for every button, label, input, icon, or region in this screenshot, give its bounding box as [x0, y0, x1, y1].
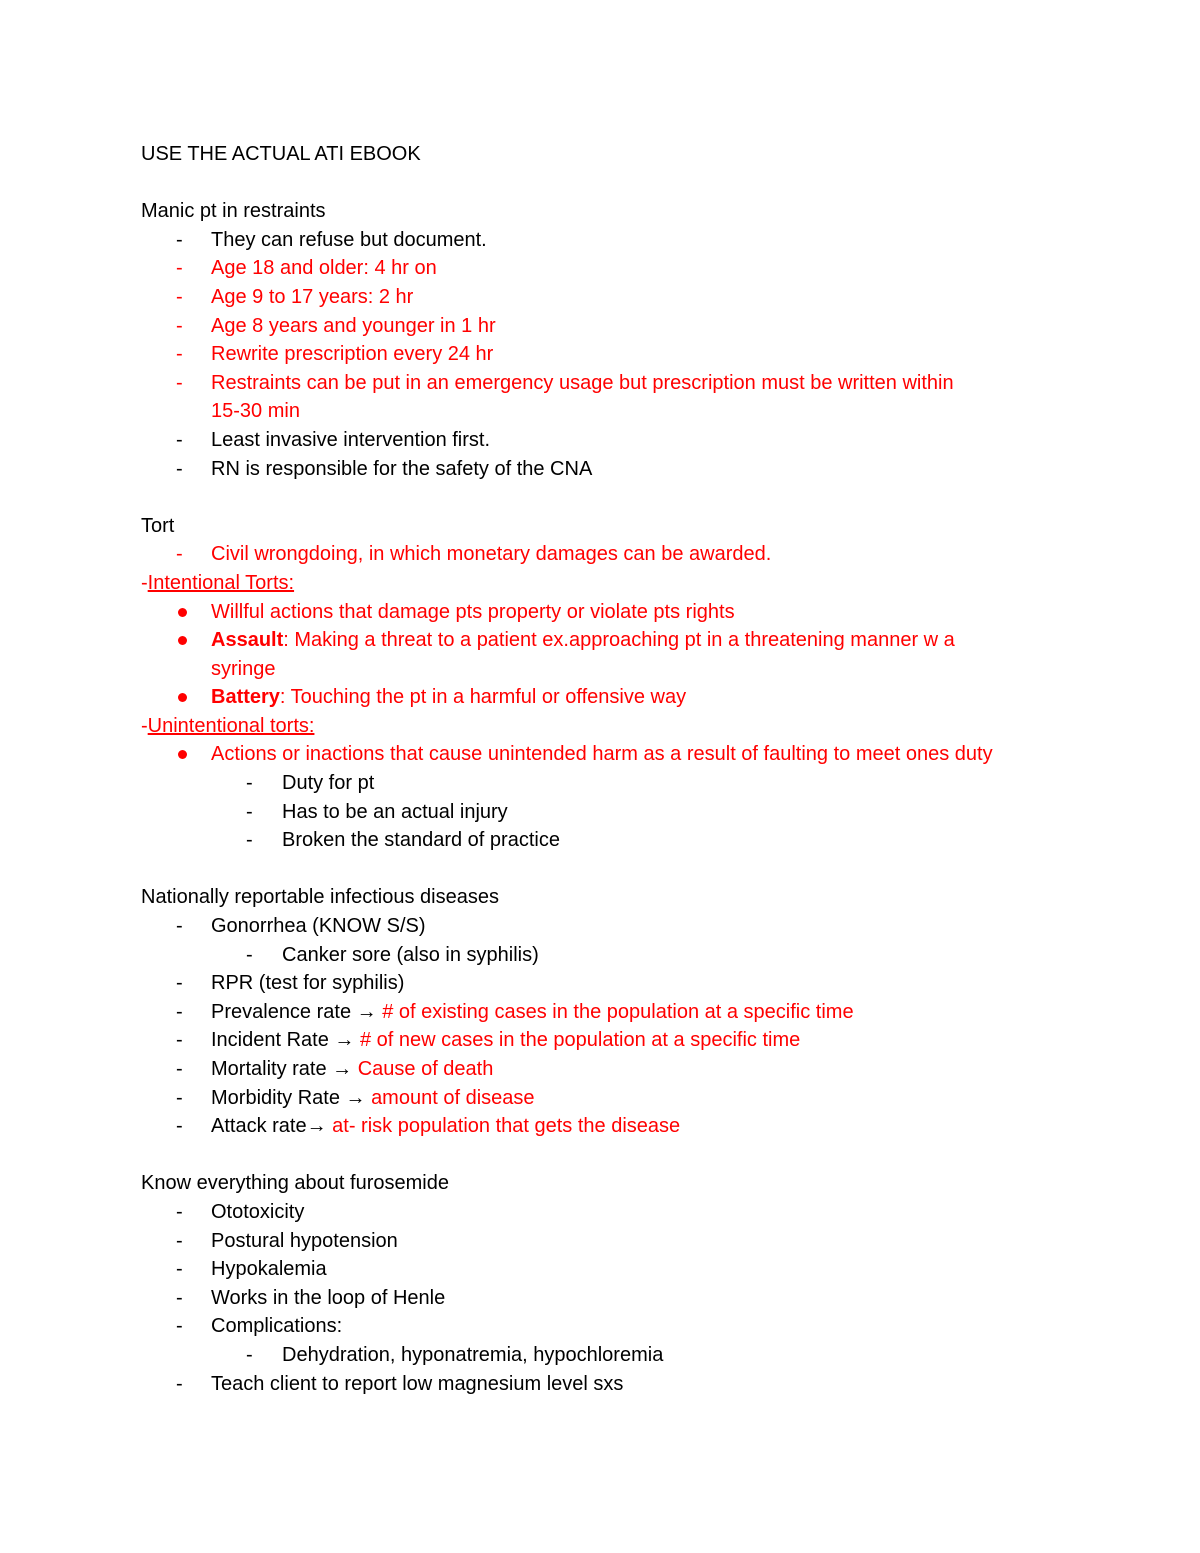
- dash-marker: -: [246, 943, 253, 966]
- subheading-unintentional-torts: [141, 712, 1101, 741]
- list-item-continuation: [141, 397, 1101, 426]
- list-item-text: Teach client to report low magnesium level sxs: [211, 1372, 624, 1395]
- list-item: [141, 1312, 1101, 1341]
- section-heading-tort: [141, 512, 1101, 541]
- dash-marker: -: [176, 1258, 183, 1281]
- dash-marker: -: [176, 257, 183, 280]
- subheading-text: [141, 712, 314, 741]
- dash-marker: -: [176, 1086, 183, 1109]
- list-item-text: Age 8 years and younger in 1 hr: [211, 314, 496, 337]
- rate-label: Attack rate→: [211, 1115, 333, 1138]
- nested-list-item: [141, 769, 1101, 798]
- rate-definition: Cause of death: [357, 1058, 494, 1080]
- document-title: USE THE ACTUAL ATI EBOOK: [141, 143, 421, 165]
- rate-item-text: [211, 1084, 535, 1113]
- list-item-text: Least invasive intervention first.: [211, 428, 491, 451]
- nested-list-item: [141, 798, 1101, 827]
- list-item-text: 15-30 min: [211, 400, 300, 423]
- dash-marker: -: [176, 1315, 183, 1338]
- dash-marker: -: [176, 457, 183, 480]
- subheading-prefix: -: [141, 571, 148, 594]
- nested-list-item-text: Broken the standard of practice: [282, 829, 560, 852]
- bullet-item: [141, 598, 1101, 627]
- nested-list-item: [141, 826, 1101, 855]
- dash-marker: -: [176, 972, 183, 995]
- list-item: [141, 426, 1101, 455]
- nested-list-item-text: Duty for pt: [282, 772, 375, 795]
- list-item: [141, 312, 1101, 341]
- dash-marker: -: [176, 1372, 183, 1395]
- spacer: [141, 483, 1101, 512]
- bullet-item-text: syringe: [211, 657, 276, 680]
- list-item: [141, 283, 1101, 312]
- bullet-item: [141, 740, 1101, 769]
- bullet-item-continuation: [141, 655, 1101, 684]
- dash-marker: -: [176, 1200, 183, 1223]
- list-item-text: Gonorrhea (KNOW S/S): [211, 915, 426, 938]
- rate-item: [141, 1055, 1101, 1084]
- section-heading-text: Nationally reportable infectious diseases: [141, 886, 499, 909]
- dash-marker: -: [176, 1229, 183, 1252]
- spacer: [141, 169, 1101, 198]
- list-item-text: RN is responsible for the safety of the CNA: [211, 457, 593, 480]
- dash-marker: -: [176, 1286, 183, 1309]
- bullet-item-text: [211, 626, 955, 655]
- dash-marker: -: [176, 915, 183, 938]
- nested-list-item: [141, 941, 1101, 970]
- bullet-item: [141, 683, 1101, 712]
- list-item-text: Works in the loop of Henle: [211, 1286, 446, 1309]
- list-item: [141, 254, 1101, 283]
- list-item: [141, 1227, 1101, 1256]
- rate-label: Incident Rate →: [211, 1029, 360, 1052]
- bullet-dot-icon: [178, 750, 187, 759]
- dash-marker: -: [176, 1058, 183, 1080]
- subheading-label: Intentional Torts:: [147, 571, 295, 594]
- dash-marker: -: [176, 314, 183, 337]
- list-item-text: RPR (test for syphilis): [211, 972, 405, 995]
- list-item-text: Ototoxicity: [211, 1200, 305, 1223]
- term-battery: Battery: [211, 686, 280, 709]
- list-item: [141, 369, 1101, 398]
- bullet-dot-icon: [178, 636, 187, 645]
- dash-marker: -: [176, 1115, 183, 1138]
- list-item: [141, 969, 1101, 998]
- list-item-text: Age 9 to 17 years: 2 hr: [211, 285, 414, 308]
- dash-marker: -: [246, 800, 253, 823]
- rate-label: Mortality rate →: [211, 1058, 358, 1080]
- bullet-item-text: [211, 683, 686, 712]
- section-heading-manic: [141, 197, 1101, 226]
- dash-marker: -: [176, 543, 183, 566]
- dash-marker: -: [176, 228, 183, 251]
- spacer: [141, 1141, 1101, 1170]
- rate-item: [141, 1112, 1101, 1141]
- subheading-label: Unintentional torts:: [147, 714, 315, 737]
- list-item: [141, 340, 1101, 369]
- list-item-text: Civil wrongdoing, in which monetary damages can be awarded.: [211, 543, 772, 566]
- bullet-item-text: Actions or inactions that cause unintended harm as a result of faulting to meet ones duty: [211, 743, 993, 766]
- section-heading-diseases: [141, 883, 1101, 912]
- rate-item-text: [211, 1112, 680, 1141]
- dash-marker: -: [176, 428, 183, 451]
- rate-definition: at- risk population that gets the disease: [332, 1115, 681, 1138]
- list-item: [141, 540, 1101, 569]
- list-item-text: Postural hypotension: [211, 1229, 398, 1252]
- document-body: [141, 140, 1101, 1398]
- bullet-item-text: Willful actions that damage pts property or violate pts rights: [211, 600, 735, 623]
- subheading-text: [141, 569, 294, 598]
- section-heading-text: Know everything about furosemide: [141, 1172, 449, 1195]
- rate-definition: amount of disease: [371, 1086, 535, 1109]
- rate-label: Morbidity Rate →: [211, 1086, 372, 1109]
- spacer: [141, 855, 1101, 884]
- term-definition: : Making a threat to a patient ex.approaching pt in a threatening manner w a: [283, 629, 955, 652]
- term-assault: Assault: [211, 629, 284, 652]
- dash-marker: -: [176, 371, 183, 394]
- bullet-item: [141, 626, 1101, 655]
- list-item: [141, 1255, 1101, 1284]
- subheading-prefix: -: [141, 714, 148, 737]
- rate-item-text: [211, 998, 854, 1027]
- list-item-text: They can refuse but document.: [211, 228, 487, 251]
- list-item: [141, 912, 1101, 941]
- rate-item: [141, 1026, 1101, 1055]
- document-title-line: [141, 140, 1101, 169]
- dash-marker: -: [246, 772, 253, 795]
- list-item: [141, 1370, 1101, 1399]
- nested-list-item-text: Has to be an actual injury: [282, 800, 508, 823]
- nested-list-item-text: Canker sore (also in syphilis): [282, 943, 539, 966]
- dash-marker: -: [176, 343, 183, 366]
- list-item-text: Restraints can be put in an emergency usage but prescription must be written within: [211, 371, 954, 394]
- rate-item: [141, 998, 1101, 1027]
- rate-definition: # of new cases in the population at a specific time: [359, 1029, 801, 1052]
- rate-item-text: [211, 1055, 493, 1084]
- rate-item-text: [211, 1026, 800, 1055]
- list-item-text: Rewrite prescription every 24 hr: [211, 343, 494, 366]
- list-item-text: Age 18 and older: 4 hr on: [211, 257, 437, 280]
- nested-list-item: [141, 1341, 1101, 1370]
- section-heading-text: Manic pt in restraints: [141, 200, 326, 223]
- term-definition: : Touching the pt in a harmful or offensive way: [279, 686, 687, 709]
- dash-marker: -: [176, 285, 183, 308]
- nested-list-item-text: Dehydration, hyponatremia, hypochloremia: [282, 1343, 664, 1366]
- rate-label: Prevalence rate →: [211, 1000, 383, 1023]
- list-item-text: Hypokalemia: [211, 1258, 327, 1281]
- list-item: [141, 226, 1101, 255]
- section-heading-furosemide: [141, 1169, 1101, 1198]
- list-item: [141, 1284, 1101, 1313]
- rate-definition: # of existing cases in the population at a specific time: [382, 1000, 854, 1023]
- bullet-dot-icon: [178, 693, 187, 702]
- list-item: [141, 1198, 1101, 1227]
- dash-marker: -: [176, 1000, 183, 1023]
- dash-marker: -: [176, 1029, 183, 1052]
- rate-item: [141, 1084, 1101, 1113]
- list-item-text: Complications:: [211, 1315, 343, 1338]
- section-heading-text: Tort: [141, 514, 175, 537]
- subheading-intentional-torts: [141, 569, 1101, 598]
- dash-marker: -: [246, 829, 253, 852]
- dash-marker: -: [246, 1343, 253, 1366]
- bullet-dot-icon: [178, 608, 187, 617]
- list-item: [141, 455, 1101, 484]
